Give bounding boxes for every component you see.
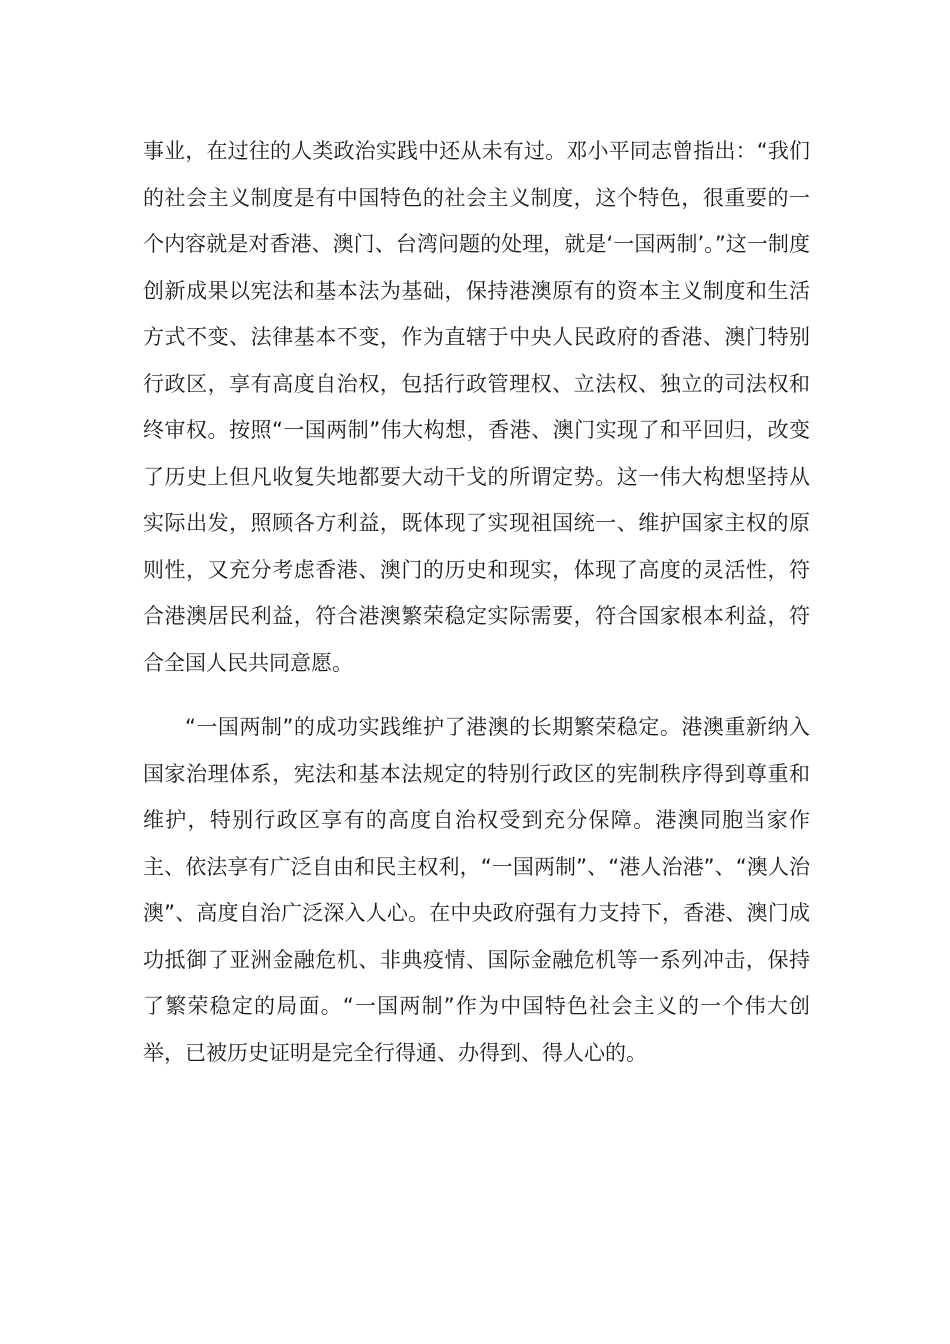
paragraph-2: “一国两制”的成功实践维护了港澳的长期繁荣稳定。港澳重新纳入国家治理体系，宪法和基本法规定的特别行政区的宪制秩序得到尊重和维护，特别行政区享有的高度自治权受到充分保障。港澳同胞当家作主、依法享有广泛自由和民主权利，“一国两制”、“港人治港”、“澳人治澳”、高度自治广泛深入人心。在中央政府强有力支持下，香港、澳门成功抵御了亚洲金融危机、非典疫情、国际金融危机等一系列冲击，保持了繁荣稳定的局面。“一国两制”作为中国特色社会主义的一个伟大创举，已被历史证明是完全行得通、办得到、得人心的。 <box>143 715 810 1065</box>
paragraph-1: 事业，在过往的人类政治实践中还从未有过。邓小平同志曾指出：“我们的社会主义制度是有中国特色的社会主义制度，这个特色，很重要的一个内容就是对香港、澳门、台湾问题的处理，就是‘一国两制’。”这一制度创新成果以宪法和基本法为基础，保持港澳原有的资本主义制度和生活方式不变、法律基本不变，作为直辖于中央人民政府的香港、澳门特别行政区，享有高度自治权，包括行政管理权、立法权、独立的司法权和终审权。按照“一国两制”伟大构想，香港、澳门实现了和平回归，改变了历史上但凡收复失地都要大动干戈的所谓定势。这一伟大构想坚持从实际出发，照顾各方利益，既体现了实现祖国统一、维护国家主权的原则性，又充分考虑香港、澳门的历史和现实，体现了高度的灵活性，符合港澳居民利益，符合港澳繁荣稳定实际需要，符合国家根本利益，符合全国人民共同意愿。 <box>143 139 810 675</box>
document-body <box>143 128 810 1076</box>
